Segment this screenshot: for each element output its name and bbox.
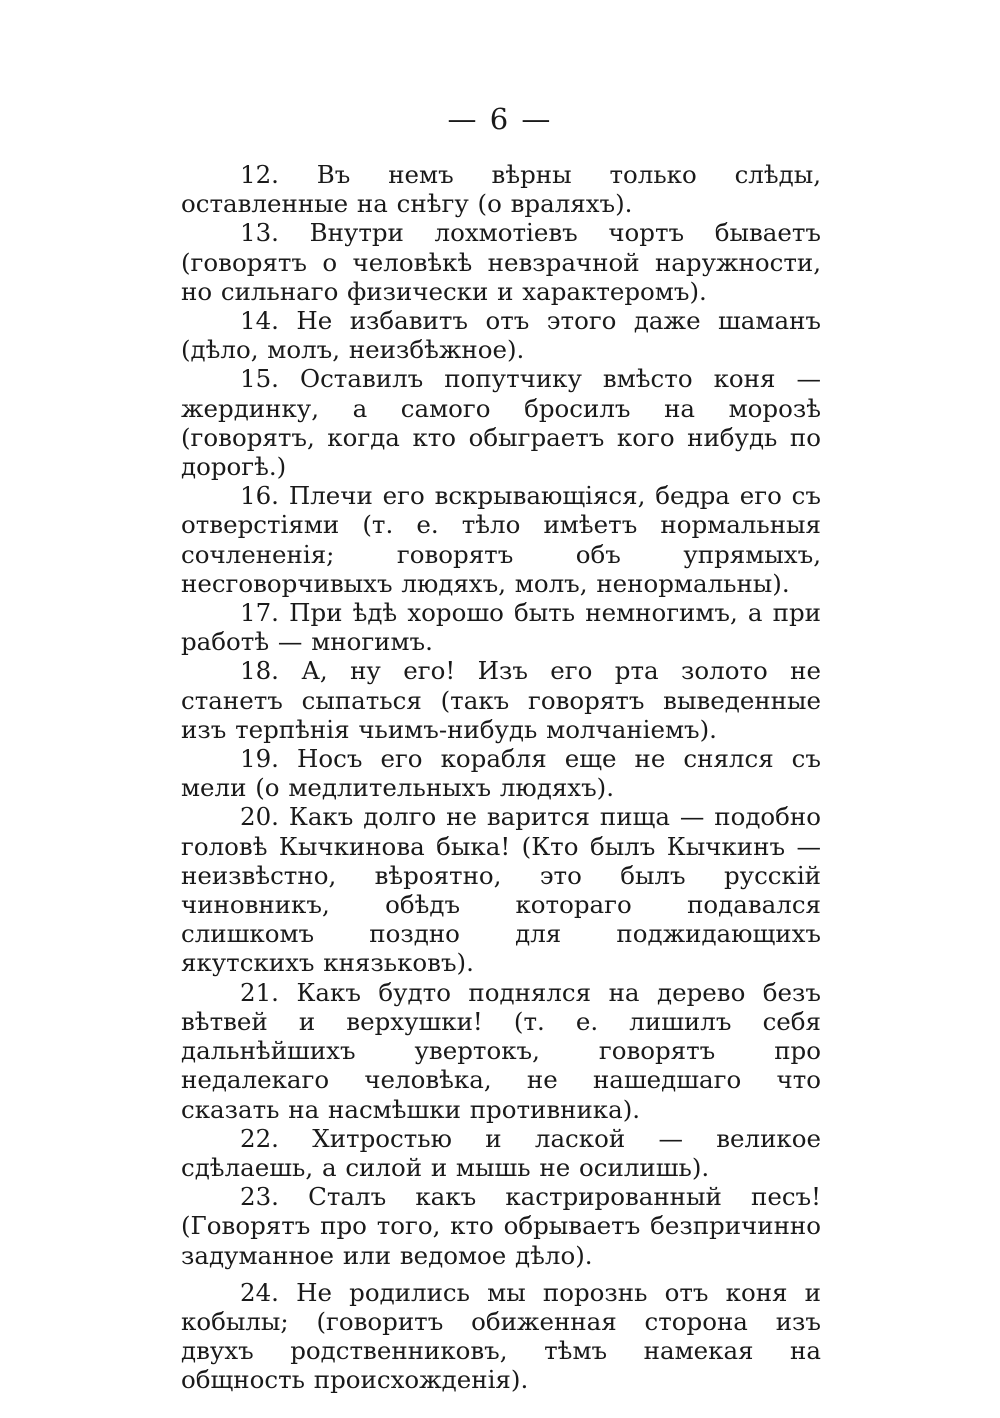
proverb-14: 14. Не избавитъ отъ этого даже шаманъ (дѣло, молъ, неизбѣжное). (181, 306, 821, 365)
proverb-21: 21. Какъ будто поднялся на дерево безъ вѣтвей и верхушки! (т. е. лишилъ себя дальнѣйшихъ увертокъ, говорятъ про недалекаго человѣка, не нашедшаго что сказать на насмѣшки противника). (181, 977, 821, 1124)
proverb-18: 18. А, ну его! Изъ его рта золото не станетъ сыпаться (такъ говорятъ выведенные изъ терпѣнія чьимъ-нибудь молчаніемъ). (181, 656, 821, 744)
proverb-24: 24. Не родились мы порознь отъ коня и кобылы; (говоритъ обиженная сторона изъ двухъ родственниковъ, тѣмъ намекая на общность происхожденія). (181, 1277, 821, 1395)
proverb-15: 15. Оставилъ попутчику вмѣсто коня — жердинку, а самого бросилъ на морозѣ (говорятъ, когда кто обыграетъ кого нибудь по дорогѣ.) (181, 364, 821, 482)
proverb-16: 16. Плечи его вскрывающіяся, бедра его съ отверстіями (т. е. тѣло имѣетъ нормальныя сочлененія; говорятъ объ упрямыхъ, несговорчивыхъ людяхъ, молъ, ненормальны). (181, 481, 821, 598)
proverb-13: 13. Внутри лохмотіевъ чортъ бываетъ (говорятъ о человѣкѣ невзрачной наружности, но сильнаго физически и характеромъ). (181, 218, 821, 306)
proverb-19: 19. Носъ его корабля еще не снялся съ мели (о медлительныхъ людяхъ). (181, 744, 821, 803)
proverb-23: 23. Сталъ какъ кастрированный песъ! (Говорятъ про того, кто обрываетъ безпричинно задуманное или ведомое дѣло). (181, 1182, 821, 1270)
proverb-list (181, 160, 821, 1395)
proverb-22: 22. Хитростью и лаской — великое сдѣлаешь, а силой и мышь не осилишь). (181, 1123, 821, 1182)
proverb-17: 17. При ѣдѣ хорошо быть немногимъ, а при работѣ — многимъ. (181, 598, 821, 657)
page-number: — 6 — (447, 102, 553, 136)
proverb-12: 12. Въ немъ вѣрны только слѣды, оставленные на снѣгу (о враляхъ). (181, 160, 821, 219)
proverb-20: 20. Какъ долго не варится пища — подобно головѣ Кычкинова быка! (Кто былъ Кычкинъ — неизвѣстно, вѣроятно, это былъ русскій чиновникъ, обѣдъ котораго подавался слишкомъ поздно для поджидающихъ якутскихъ князьковъ). (181, 802, 821, 978)
